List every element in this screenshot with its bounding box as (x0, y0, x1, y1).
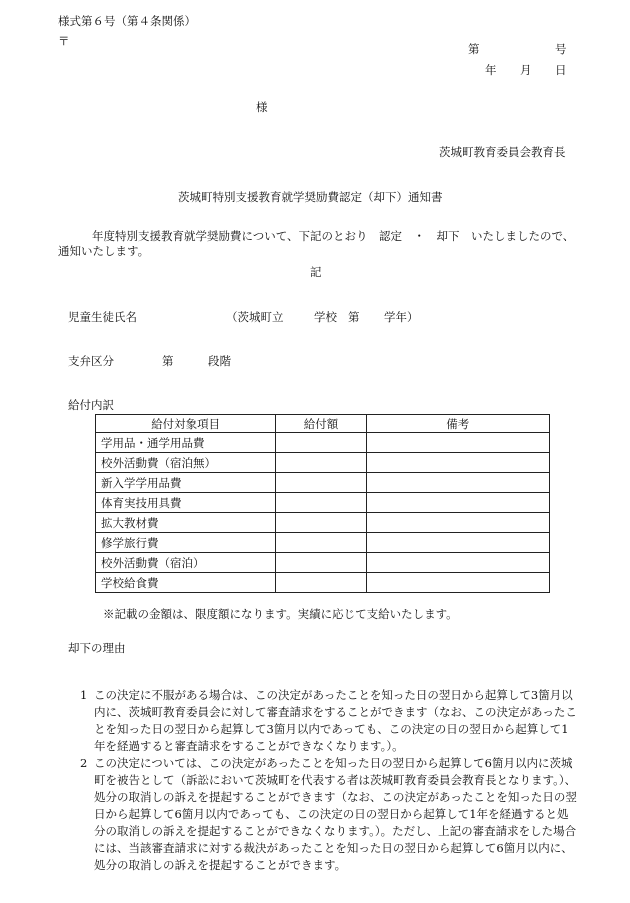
item-name: 校外活動費（宿泊無） (96, 453, 276, 473)
item-name: 修学旅行費 (96, 533, 276, 553)
number-suffix: 号 (555, 42, 567, 56)
table-header-row (96, 415, 550, 433)
addressee-suffix: 様 (256, 100, 268, 114)
benefits-note: ※記載の金額は、限度額になります。実績に応じて支給いたします。 (103, 607, 458, 621)
table-header: 給付額 (276, 415, 366, 433)
table-header: 備考 (366, 415, 549, 433)
category-suffix: 段階 (208, 354, 231, 368)
table-row (96, 473, 550, 493)
amount-cell (276, 513, 366, 533)
ki-label: 記 (310, 265, 322, 279)
item-name: 学用品・通学用品費 (96, 433, 276, 453)
remarks-cell (366, 493, 549, 513)
amount-cell (276, 533, 366, 553)
benefits-table (95, 414, 550, 593)
remarks-cell (366, 533, 549, 553)
date-year: 年 (485, 63, 497, 77)
number-prefix: 第 (468, 42, 480, 56)
item-name: 新入学学用品費 (96, 473, 276, 493)
benefits-label: 給付内訳 (68, 398, 114, 412)
item-name: 校外活動費（宿泊） (96, 553, 276, 573)
table-row (96, 493, 550, 513)
date-day: 日 (555, 63, 567, 77)
item-name: 学校給食費 (96, 573, 276, 593)
date-month: 月 (520, 63, 532, 77)
remarks-cell (366, 473, 549, 493)
notice-text: この決定については、この決定があったことを知った日の翌日から起算して6箇月以内に茨城町を被告として（訴訟において茨城町を代表する者は茨城町教育委員会教育長となります。）、処分の取消しの訴えを提起することができます（なお、この決定があったことを知った日の翌日から起算して6箇月以内であっても、この決定の日の翌日から起算して1年を経過すると処分の取消しの訴えを提起することができなくなります。）。ただし、上記の審査請求をした場合には、当該審査請求に対する裁決があったことを知った日の翌日から起算して6箇月以内に、処分の取消しの訴えを提起することができます。 (94, 756, 577, 872)
table-row (96, 513, 550, 533)
remarks-cell (366, 513, 549, 533)
form-label: 様式第６号（第４条関係） (58, 14, 196, 28)
amount-cell (276, 493, 366, 513)
rejection-reason-label: 却下の理由 (68, 641, 126, 655)
table-row (96, 553, 550, 573)
amount-cell (276, 433, 366, 453)
remarks-cell (366, 553, 549, 573)
table-row (96, 533, 550, 553)
amount-cell (276, 573, 366, 593)
notice-text: この決定に不服がある場合は、この決定があったことを知った日の翌日から起算して3箇月以内に、茨城町教育委員会に対して審査請求をすることができます（なお、この決定があったことを知った日の翌日から起算して3箇月以内であっても、この決定の日の翌日から起算して1年を経過すると審査請求をすることができなくなります。）。 (94, 688, 577, 753)
table-row (96, 433, 550, 453)
table-header: 給付対象項目 (96, 415, 276, 433)
table-row (96, 573, 550, 593)
category-prefix: 第 (162, 354, 174, 368)
remarks-cell (366, 433, 549, 453)
amount-cell (276, 553, 366, 573)
category-label: 支弁区分 (68, 354, 114, 368)
item-name: 拡大教材費 (96, 513, 276, 533)
student-name-label: 児童生徒氏名 (68, 310, 137, 324)
grade-prefix: 第 (348, 310, 360, 324)
school-open: （茨城町立 (226, 310, 284, 324)
remarks-cell (366, 573, 549, 593)
item-name: 体育実技用具費 (96, 493, 276, 513)
table-row (96, 453, 550, 473)
amount-cell (276, 473, 366, 493)
notice-number: 1 (80, 688, 88, 702)
postal-mark: 〒 (58, 34, 70, 48)
document-title: 茨城町特別支援教育就学奨励費認定（却下）通知書 (178, 190, 443, 204)
sender-name: 茨城町教育委員会教育長 (439, 145, 566, 159)
amount-cell (276, 453, 366, 473)
notice-number: 2 (80, 756, 88, 770)
remarks-cell (366, 453, 549, 473)
intro-line-2: 通知いたします。 (58, 244, 150, 258)
grade-close: 学年） (384, 310, 419, 324)
intro-line-1: 年度特別支援教育就学奨励費について、下記のとおり 認定 ・ 却下 いたしましたので、 (92, 229, 575, 243)
school-label: 学校 (314, 310, 337, 324)
